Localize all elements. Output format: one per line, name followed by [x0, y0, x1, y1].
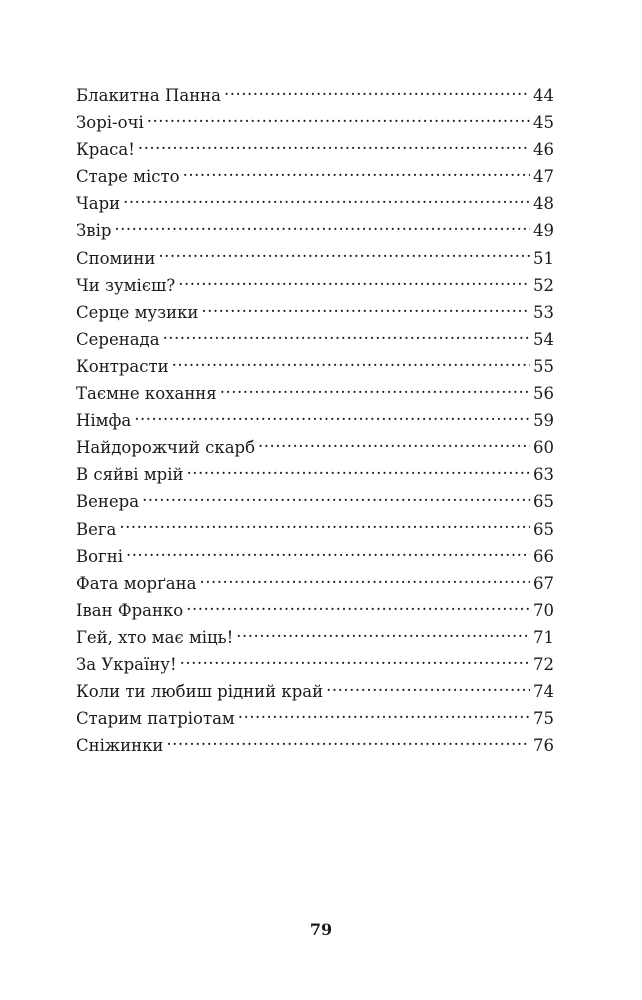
- toc-entry-page: 56: [533, 384, 554, 404]
- dot-leader: [172, 355, 530, 372]
- toc-entry[interactable]: [76, 136, 554, 163]
- toc-entry-title: Старим патріотам: [76, 709, 235, 729]
- toc-entry-title: Чари: [76, 194, 121, 214]
- toc-entry-page: 47: [533, 167, 554, 187]
- dot-leader: [201, 301, 530, 318]
- toc-entry-title: Іван Франко: [76, 600, 184, 620]
- toc-entry-page: 49: [533, 221, 554, 241]
- toc-entry[interactable]: [76, 651, 554, 678]
- toc-entry-page: 76: [533, 736, 554, 756]
- toc-entry[interactable]: [76, 380, 554, 407]
- dot-leader: [158, 247, 530, 264]
- toc-entry-page: 63: [533, 465, 554, 485]
- toc-entry[interactable]: [76, 516, 554, 543]
- toc-entry-title: Таємне кохання: [76, 384, 217, 404]
- toc-entry-page: 74: [533, 682, 554, 702]
- toc-entry-title: За Україну!: [76, 654, 177, 674]
- toc-entry[interactable]: [76, 299, 554, 326]
- toc-entry[interactable]: [76, 732, 554, 759]
- toc-entry-title: Найдорожчий скарб: [76, 438, 256, 458]
- toc-entry-page: 54: [533, 329, 554, 349]
- dot-leader: [238, 708, 530, 725]
- toc-entry-title: Вега: [76, 519, 117, 539]
- toc-entry[interactable]: [76, 597, 554, 624]
- dot-leader: [199, 572, 530, 589]
- toc-entry-page: 44: [533, 86, 554, 105]
- toc-entry[interactable]: [76, 407, 554, 434]
- toc-entry[interactable]: [76, 353, 554, 380]
- toc-entry-page: 48: [533, 194, 554, 214]
- toc-entry-page: 65: [533, 519, 554, 539]
- dot-leader: [183, 166, 530, 183]
- toc-entry-page: 53: [533, 302, 554, 322]
- toc-entry-title: Коли ти любиш рідний край: [76, 682, 324, 702]
- dot-leader: [258, 437, 530, 454]
- toc-entry-title: Старе місто: [76, 167, 180, 187]
- toc-entry[interactable]: [76, 624, 554, 651]
- dot-leader: [180, 653, 530, 670]
- toc-entry-title: Блакитна Панна: [76, 86, 222, 105]
- dot-leader: [147, 112, 530, 129]
- toc-entry-title: Сніжинки: [76, 736, 164, 756]
- dot-leader: [220, 383, 530, 400]
- dot-leader: [119, 518, 530, 535]
- dot-leader: [166, 735, 530, 752]
- toc-entry[interactable]: [76, 705, 554, 732]
- toc-entry-title: Серце музики: [76, 302, 199, 322]
- toc-entry-page: 72: [533, 654, 554, 674]
- toc-entry-title: Серенада: [76, 329, 160, 349]
- dot-leader: [187, 464, 531, 481]
- toc-entry-title: Венера: [76, 492, 140, 512]
- toc-entry[interactable]: [76, 570, 554, 597]
- dot-leader: [163, 328, 530, 345]
- toc-entry[interactable]: [76, 543, 554, 570]
- dot-leader: [138, 139, 530, 156]
- toc-entry-title: В сяйві мрій: [76, 465, 184, 485]
- page-number: 79: [309, 920, 333, 939]
- dot-leader: [114, 220, 530, 237]
- dot-leader: [178, 274, 530, 291]
- toc-entry-page: 70: [533, 600, 554, 620]
- toc-entry-title: Звір: [76, 221, 112, 241]
- toc-entry[interactable]: [76, 217, 554, 244]
- toc-entry[interactable]: [76, 245, 554, 272]
- toc-entry[interactable]: [76, 82, 554, 109]
- dot-leader: [224, 85, 530, 102]
- dot-leader: [186, 599, 530, 616]
- dot-leader: [126, 545, 530, 562]
- toc-entry[interactable]: [76, 163, 554, 190]
- toc-entry-title: Зорі-очі: [76, 113, 144, 133]
- toc-entry-title: Чи зумієш?: [76, 275, 176, 295]
- toc-entry-page: 52: [533, 275, 554, 295]
- toc-entry[interactable]: [76, 434, 554, 461]
- toc-entry[interactable]: [76, 190, 554, 217]
- toc-entry[interactable]: [76, 678, 554, 705]
- dot-leader: [326, 681, 530, 698]
- toc-entry-page: 46: [533, 140, 554, 160]
- toc-entry-title: Фата морґана: [76, 573, 197, 593]
- toc-entry-title: Краса!: [76, 140, 135, 160]
- toc-entry-title: Німфа: [76, 411, 132, 431]
- toc-entry-page: 75: [533, 709, 554, 729]
- toc-entry-page: 71: [533, 627, 554, 647]
- toc-entry-title: Контрасти: [76, 356, 169, 376]
- toc-entry-title: Вогні: [76, 546, 123, 566]
- toc-entry-page: 67: [533, 573, 554, 593]
- dot-leader: [123, 193, 530, 210]
- toc-entry[interactable]: [76, 326, 554, 353]
- dot-leader: [236, 626, 530, 643]
- toc-entry[interactable]: [76, 272, 554, 299]
- toc-entry-page: 51: [533, 248, 554, 268]
- toc-entry-page: 59: [533, 411, 554, 431]
- toc-entry-page: 45: [533, 113, 554, 133]
- toc-entry[interactable]: [76, 461, 554, 488]
- dot-leader: [142, 491, 530, 508]
- toc-entry[interactable]: [76, 488, 554, 515]
- toc-entry-page: 66: [533, 546, 554, 566]
- dot-leader: [134, 410, 530, 427]
- table-of-contents: [76, 82, 554, 759]
- toc-entry[interactable]: [76, 109, 554, 136]
- toc-entry-title: Гей, хто має міць!: [76, 627, 234, 647]
- toc-entry-title: Спомини: [76, 248, 156, 268]
- toc-entry-page: 65: [533, 492, 554, 512]
- toc-entry-page: 60: [533, 438, 554, 458]
- toc-entry-page: 55: [533, 356, 554, 376]
